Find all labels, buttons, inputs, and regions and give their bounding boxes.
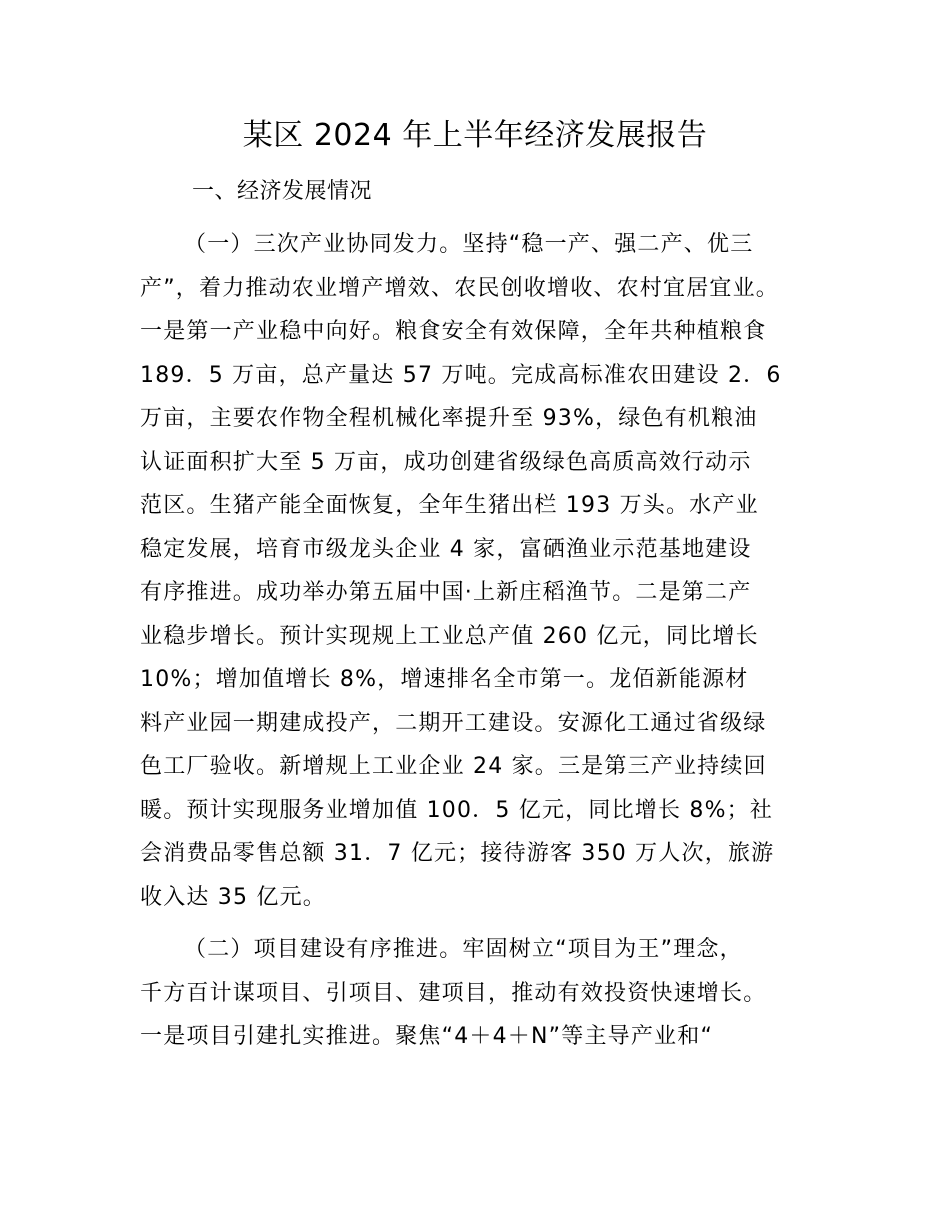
paragraph-line: 业稳步增长。预计实现规上工业总产值 260 亿元，同比增长 [140, 623, 759, 649]
paragraph-line: 范区。生猪产能全面恢复，全年生猪出栏 193 万头。水产业 [140, 493, 759, 518]
paragraph-line: 千方百计谋项目、引项目、建项目，推动有效投资快速增长。 [140, 980, 767, 1006]
paragraph-line: 料产业园一期建成投产，二期开工建设。安源化工通过省级绿 [140, 710, 767, 736]
paragraph-line: 稳定发展，培育市级龙头企业 4 家，富硒渔业示范基地建设 [140, 536, 752, 562]
paragraph-line: 一是项目引建扎实推进。聚焦“4＋4＋N”等主导产业和“ [140, 1024, 714, 1049]
paragraph-line: 有序推进。成功举办第五届中国·上新庄稻渔节。二是第二产 [140, 580, 752, 605]
document-title: 某区 2024 年上半年经济发展报告 [242, 118, 708, 153]
paragraph-projects [140, 928, 820, 1059]
paragraph-line: 万亩，主要农作物全程机械化率提升至 93%，绿色有机粮油 [140, 406, 758, 431]
paragraph-line: 10%；增加值增长 8%，增速排名全市第一。龙佰新能源材 [140, 667, 749, 692]
paragraph-line: （一）三次产业协同发力。坚持“稳一产、强二产、优三 [184, 232, 754, 257]
paragraph-line: （二）项目建设有序推进。牢固树立“项目为王”理念， [184, 937, 743, 962]
paragraph-line: 认证面积扩大至 5 万亩，成功创建省级绿色高质高效行动示 [140, 449, 752, 475]
paragraph-industry [140, 223, 820, 919]
paragraph-line: 产”，着力推动农业增产增效、农民创收增收、农村宜居宜业。 [140, 275, 779, 301]
paragraph-line: 189．5 万亩，总产量达 57 万吨。完成高标准农田建设 2．6 [140, 362, 782, 388]
paragraph-line: 收入达 35 亿元。 [140, 884, 326, 910]
paragraph-line: 色工厂验收。新增规上工业企业 24 家。三是第三产业持续回 [140, 754, 767, 779]
paragraph-line: 暖。预计实现服务业增加值 100．5 亿元，同比增长 8%；社 [140, 797, 774, 823]
paragraph-line: 会消费品零售总额 31．7 亿元；接待游客 350 万人次，旅游 [140, 841, 775, 866]
paragraph-line: 一是第一产业稳中向好。粮食安全有效保障，全年共种植粮食 [140, 319, 767, 344]
section-heading: 一、经济发展情况 [192, 179, 373, 204]
